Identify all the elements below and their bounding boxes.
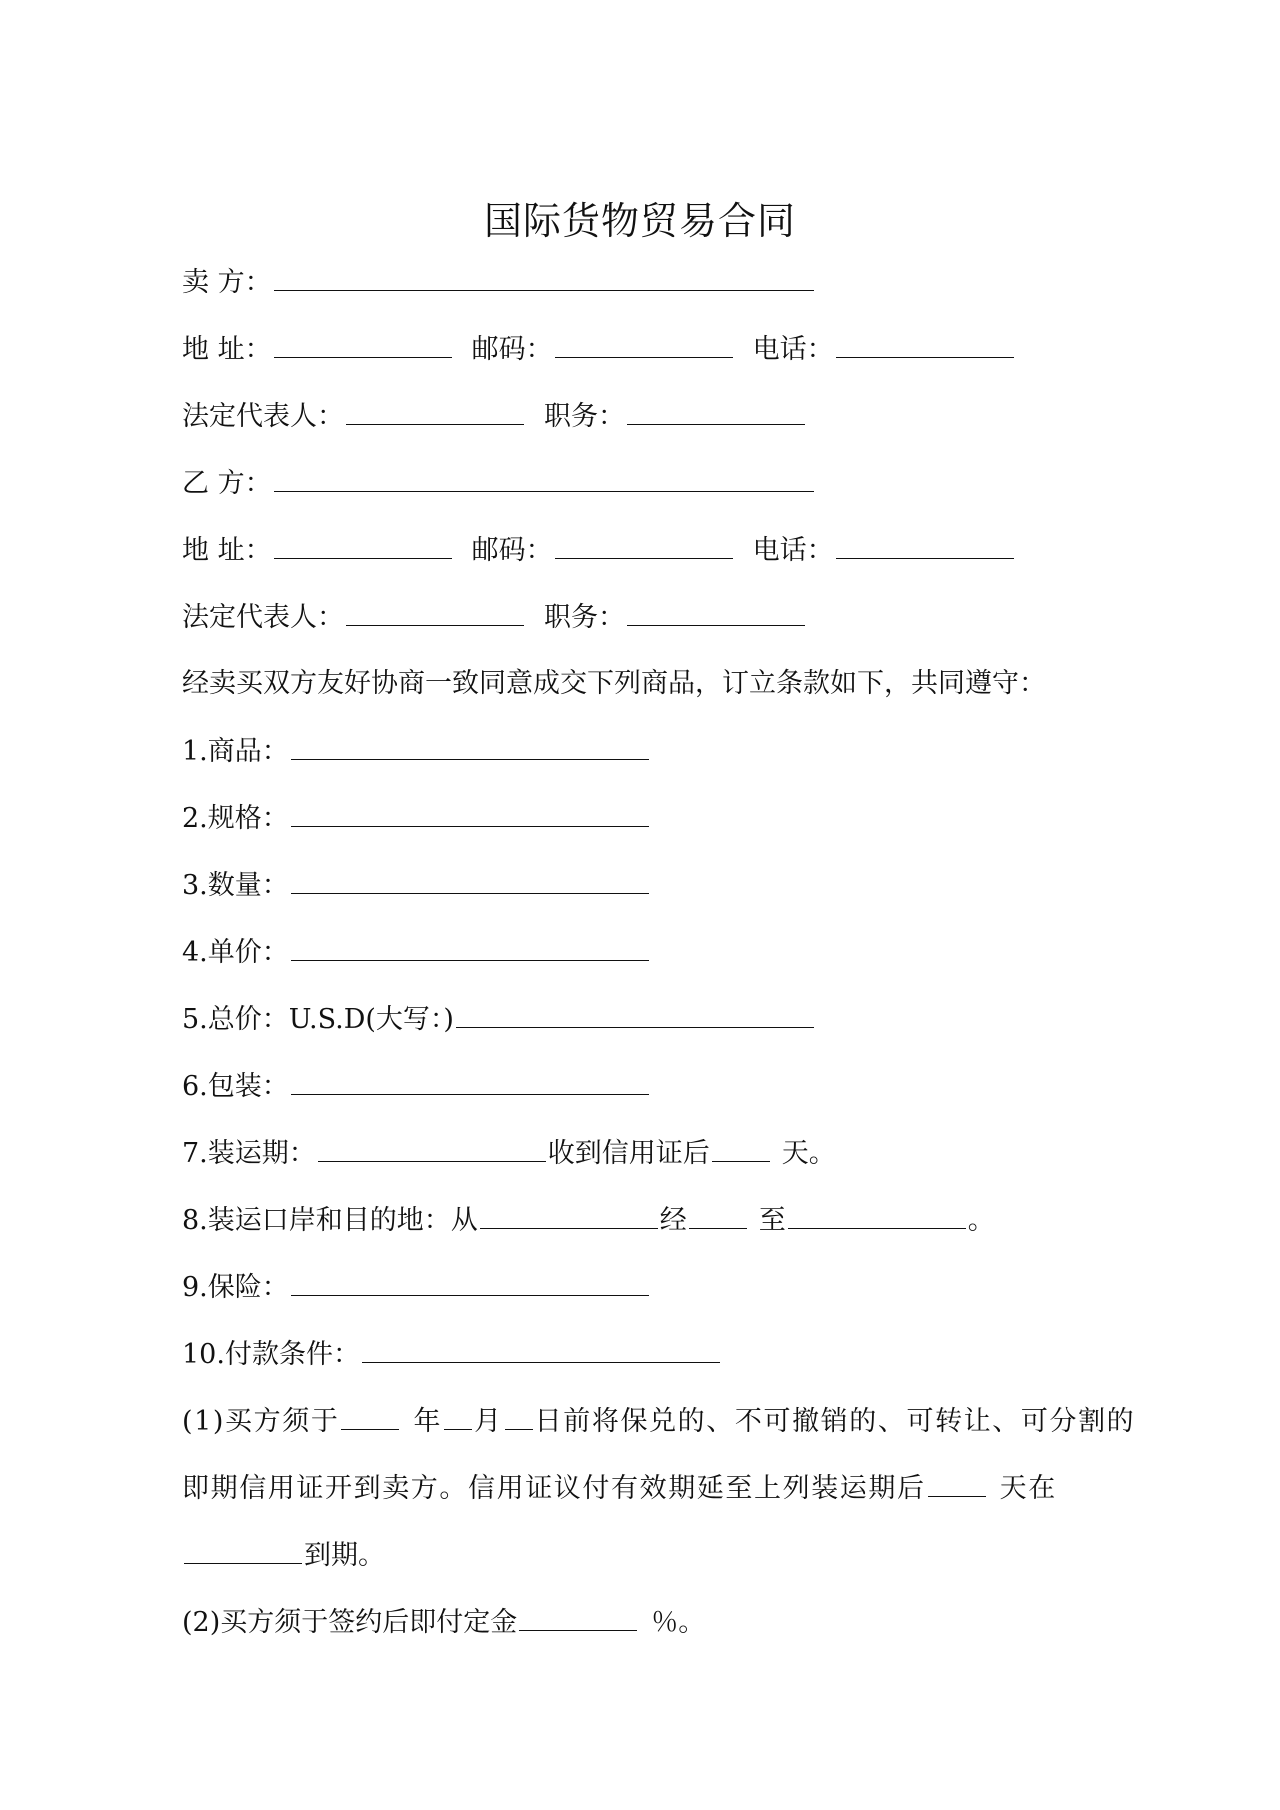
clause-shipment [182, 1133, 836, 1173]
seller-zip-label: 邮码： [471, 334, 553, 365]
payment-2-prefix: (2)买方须于签约后即付定金 [182, 1607, 518, 1638]
spec-blank[interactable] [291, 798, 649, 827]
clause-ports-label: 8.装运口岸和目的地：从 [182, 1205, 478, 1236]
intro-paragraph: 经卖买双方友好协商一致同意成交下列商品，订立条款如下，共同遵守： [182, 668, 1046, 699]
clause-spec-label: 2.规格： [182, 803, 289, 834]
buyer-zip-blank[interactable] [555, 530, 733, 559]
clause-payment [182, 1334, 722, 1374]
clause-shipment-label: 7.装运期： [182, 1138, 316, 1169]
seller-phone-label: 电话： [752, 334, 834, 365]
quantity-blank[interactable] [291, 865, 649, 894]
clause-shipment-after-lc: 收到信用证后 [547, 1138, 710, 1169]
payment-1-day-text: 日前将保兑的、不可撤销的、可转让、可分割的 [534, 1406, 1136, 1437]
buyer-line [182, 463, 816, 503]
payment-terms-blank[interactable] [362, 1334, 720, 1363]
seller-line [182, 262, 816, 302]
seller-position-blank[interactable] [627, 396, 805, 425]
clause-quantity-label: 3.数量： [182, 870, 289, 901]
payment-2-percent: ％。 [651, 1607, 706, 1638]
clause-packing-label: 6.包装： [182, 1071, 289, 1102]
payment-1-validity-text: 即期信用证开到卖方。信用证议付有效期延至上列装运期后 [182, 1473, 926, 1504]
lc-validity-days-blank[interactable] [928, 1468, 986, 1497]
seller-address-blank[interactable] [274, 329, 452, 358]
buyer-phone-label: 电话： [752, 535, 834, 566]
packing-blank[interactable] [291, 1066, 649, 1095]
lc-year-blank[interactable] [341, 1401, 399, 1430]
buyer-rep-blank[interactable] [346, 597, 524, 626]
port-via-blank[interactable] [689, 1200, 747, 1229]
unit-price-blank[interactable] [291, 932, 649, 961]
clause-shipment-days-unit: 天。 [781, 1138, 836, 1169]
goods-blank[interactable] [291, 731, 649, 760]
clause-payment-label: 10.付款条件： [182, 1339, 360, 1370]
buyer-rep-line [182, 597, 807, 637]
lc-day-blank[interactable] [505, 1401, 533, 1430]
port-from-blank[interactable] [480, 1200, 658, 1229]
buyer-zip-label: 邮码： [471, 535, 553, 566]
seller-address-line [182, 329, 1016, 369]
seller-position-label: 职务： [544, 401, 625, 432]
clause-spec [182, 798, 651, 838]
insurance-blank[interactable] [291, 1267, 649, 1296]
total-price-blank[interactable] [456, 999, 814, 1028]
buyer-position-blank[interactable] [627, 597, 805, 626]
port-to-blank[interactable] [788, 1200, 966, 1229]
clause-unit-price [182, 932, 651, 972]
payment-1-year: 年 [413, 1406, 443, 1437]
seller-label: 卖 方： [182, 267, 272, 298]
buyer-label: 乙 方： [182, 468, 272, 499]
buyer-name-blank[interactable] [274, 463, 814, 492]
seller-name-blank[interactable] [274, 262, 814, 291]
buyer-position-label: 职务： [544, 602, 625, 633]
shipment-days-blank[interactable] [712, 1133, 770, 1162]
payment-1-prefix: (1)买方须于 [182, 1406, 340, 1437]
document-title: 国际货物贸易合同 [483, 199, 796, 243]
buyer-phone-blank[interactable] [836, 530, 1014, 559]
seller-zip-blank[interactable] [555, 329, 733, 358]
clause-unit-price-label: 4.单价： [182, 937, 289, 968]
payment-1-month: 月 [474, 1406, 503, 1437]
clause-total-price [182, 999, 816, 1039]
deposit-percent-blank[interactable] [519, 1602, 637, 1631]
clause-ports-end: 。 [967, 1205, 995, 1236]
clause-total-price-label: 5.总价：U.S.D(大写：) [182, 1004, 454, 1035]
clause-insurance [182, 1267, 651, 1307]
seller-address-label: 地 址： [182, 334, 272, 365]
seller-rep-label: 法定代表人： [182, 401, 344, 432]
buyer-address-blank[interactable] [274, 530, 452, 559]
clause-ports [182, 1200, 995, 1240]
clause-packing [182, 1066, 651, 1106]
payment-item-1-line-2 [182, 1468, 1057, 1508]
shipment-period-blank[interactable] [318, 1133, 546, 1162]
clause-goods [182, 731, 651, 771]
seller-phone-blank[interactable] [836, 329, 1014, 358]
payment-1-days-at: 天在 [999, 1473, 1057, 1504]
clause-ports-via: 经 [659, 1205, 687, 1236]
seller-rep-blank[interactable] [346, 396, 524, 425]
clause-ports-to: 至 [758, 1205, 786, 1236]
seller-rep-line [182, 396, 807, 436]
buyer-rep-label: 法定代表人： [182, 602, 344, 633]
buyer-address-label: 地 址： [182, 535, 272, 566]
payment-1-expiry: 到期。 [304, 1540, 385, 1571]
clause-insurance-label: 9.保险： [182, 1272, 289, 1303]
clause-quantity [182, 865, 651, 905]
clause-goods-label: 1.商品： [182, 736, 289, 767]
payment-item-1-line-3 [182, 1535, 385, 1575]
payment-item-1-line-1 [182, 1401, 1135, 1441]
lc-month-blank[interactable] [444, 1401, 472, 1430]
lc-expiry-place-blank[interactable] [184, 1535, 302, 1564]
payment-item-2 [182, 1602, 705, 1642]
buyer-address-line [182, 530, 1016, 570]
